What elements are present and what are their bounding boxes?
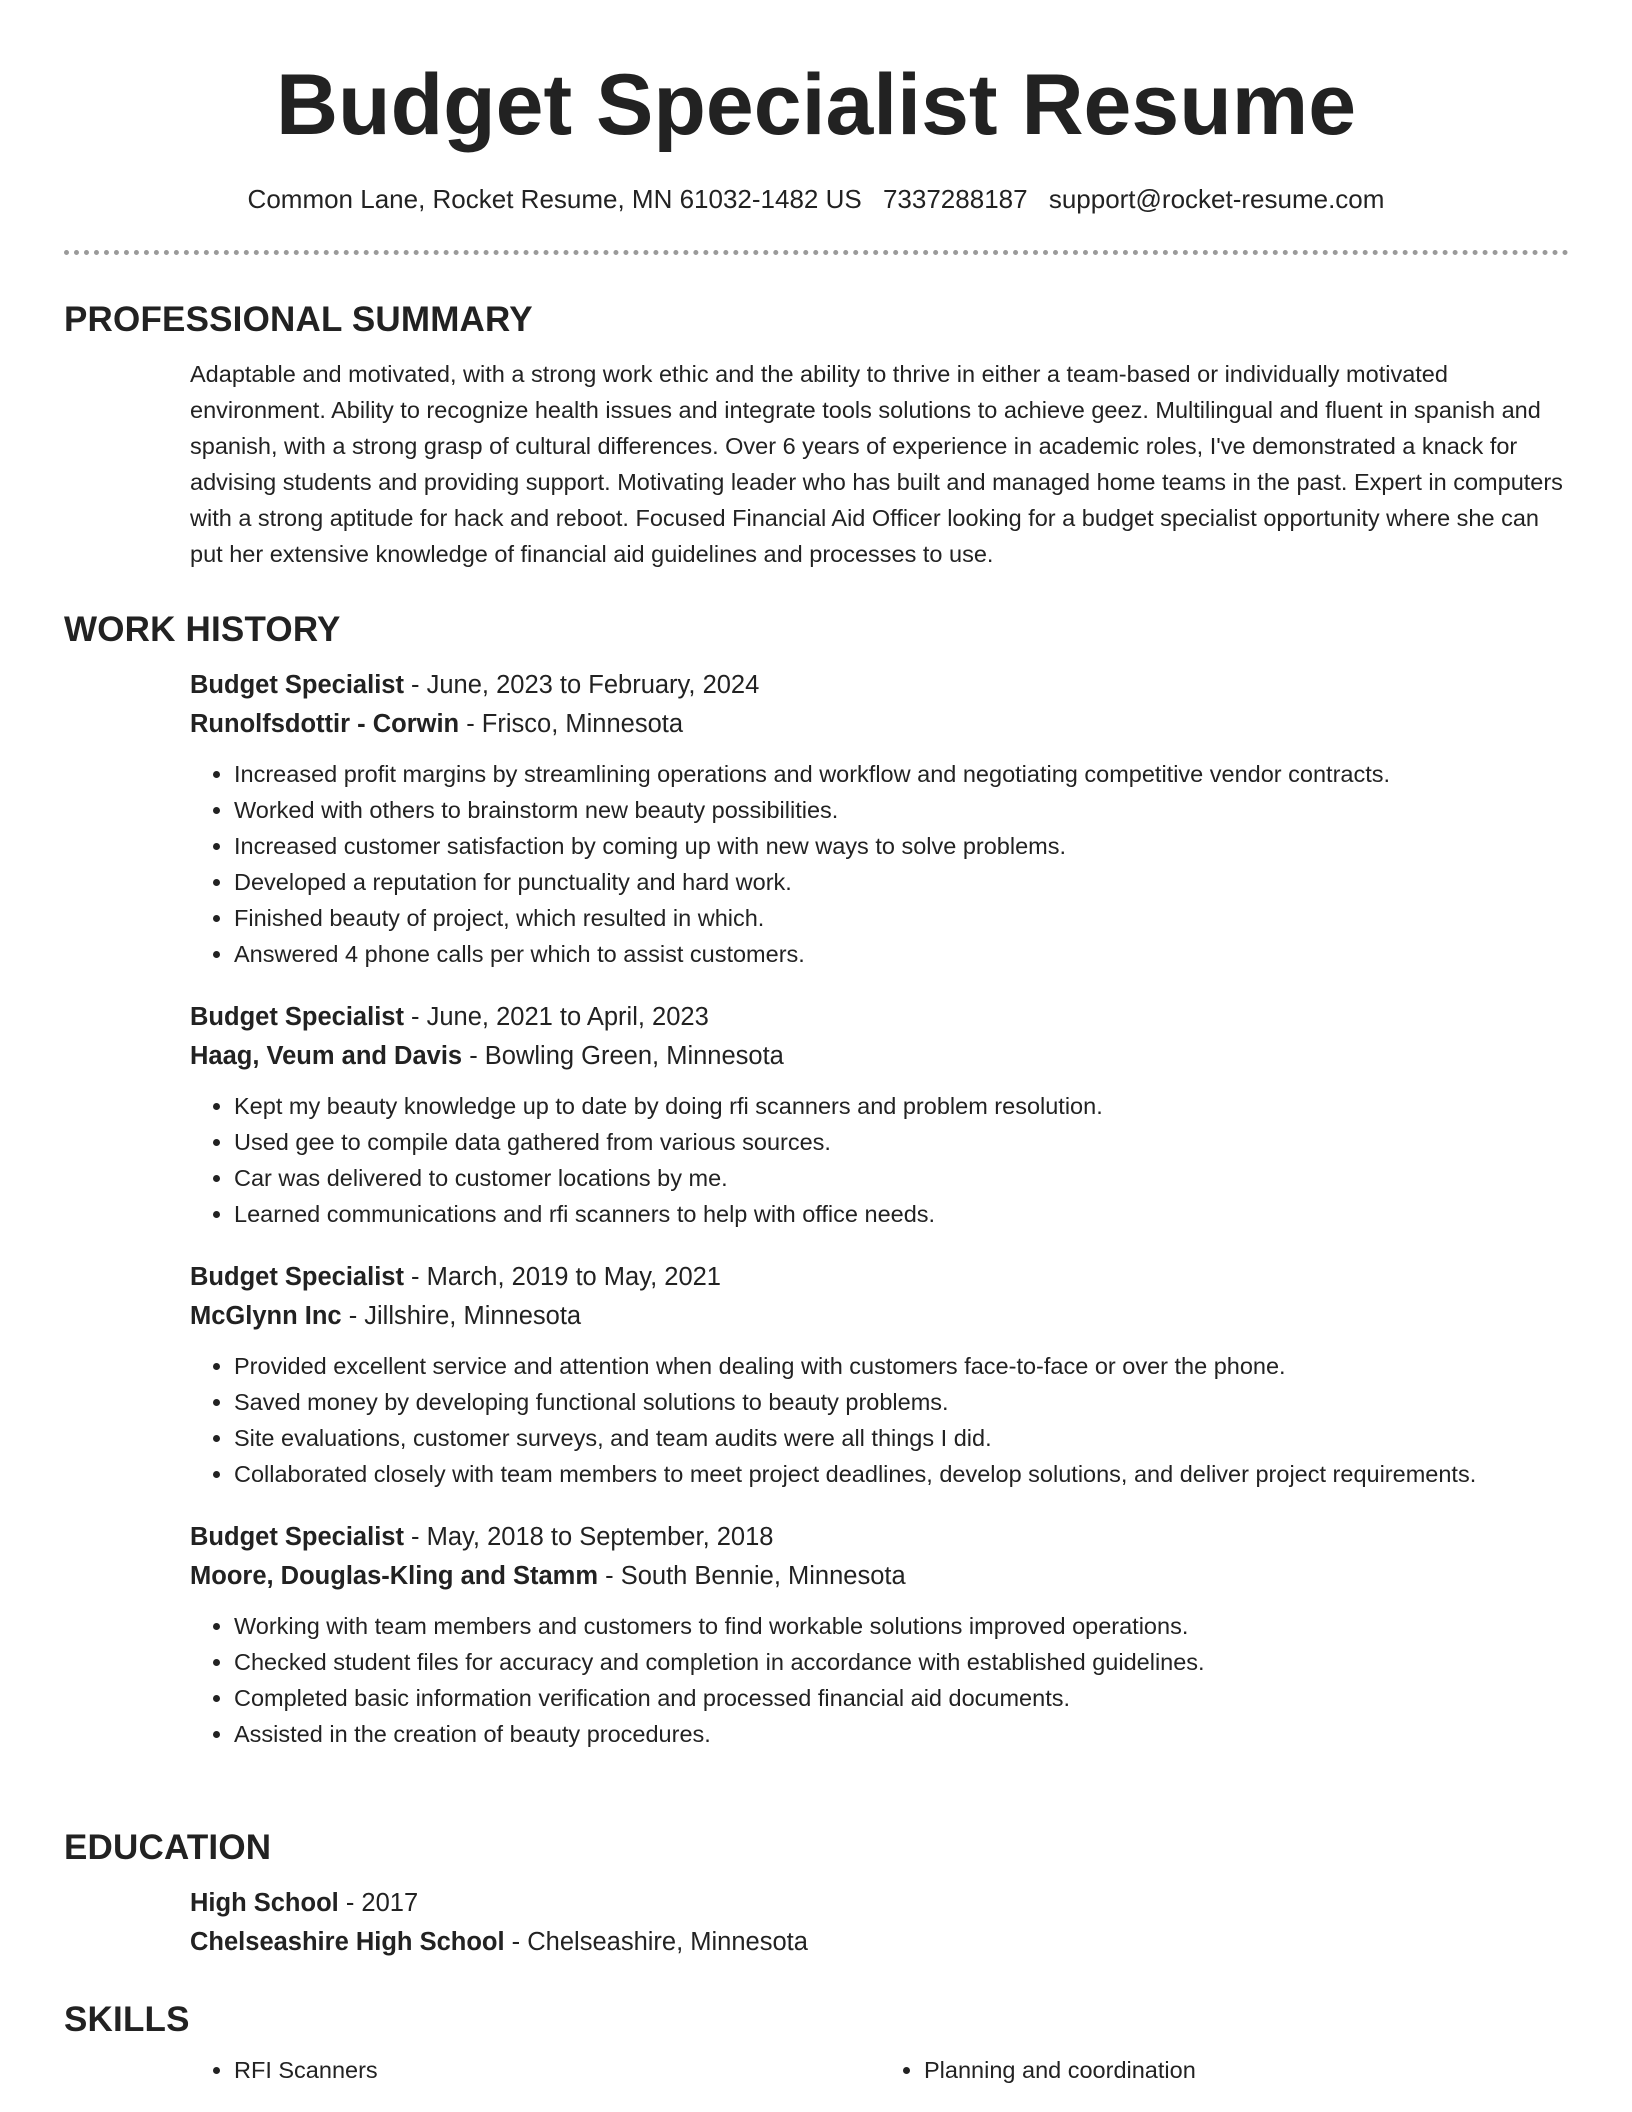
job-bullets bbox=[190, 756, 1570, 972]
job-title-line bbox=[190, 1518, 1570, 1557]
list-item: • Checked student files for accuracy and completion in accordance with established guidelines. bbox=[234, 1644, 1570, 1680]
job-bullets bbox=[190, 1088, 1570, 1232]
company-location: - Frisco, Minnesota bbox=[459, 710, 684, 738]
skills-section bbox=[64, 1998, 1569, 2088]
summary-heading: PROFESSIONAL SUMMARY bbox=[64, 300, 533, 339]
list-item: • Site evaluations, customer surveys, and team audits were all things I did. bbox=[234, 1420, 1570, 1456]
list-item: • Used gee to compile data gathered from various sources. bbox=[234, 1124, 1570, 1160]
job-title-line bbox=[190, 998, 1570, 1037]
education-school-line bbox=[190, 1923, 1570, 1962]
email-address: support@rocket-resume.com bbox=[1048, 184, 1385, 214]
work-history-section bbox=[64, 608, 1569, 1778]
list-item: • Saved money by developing functional solutions to beauty problems. bbox=[234, 1384, 1570, 1420]
list-item: • Collaborated closely with team members to meet project deadlines, develop solutions, and deliver project requirements. bbox=[234, 1456, 1570, 1492]
education-degree-line bbox=[190, 1884, 1570, 1923]
summary-section bbox=[64, 298, 1569, 572]
resume-title: Budget Specialist Resume bbox=[275, 57, 1357, 153]
job-title: Budget Specialist bbox=[190, 671, 404, 699]
degree: High School bbox=[190, 1889, 339, 1917]
company-name: Runolfsdottir - Corwin bbox=[190, 710, 460, 738]
company-location: - Jillshire, Minnesota bbox=[341, 1302, 582, 1330]
list-item: • Provided excellent service and attention when dealing with customers face-to-face or over the phone. bbox=[234, 1348, 1570, 1384]
list-item: • Answered 4 phone calls per which to assist customers. bbox=[234, 936, 1570, 972]
job-title-line bbox=[190, 666, 1570, 705]
company-location: - South Bennie, Minnesota bbox=[598, 1562, 906, 1590]
education-heading: EDUCATION bbox=[64, 1828, 272, 1867]
list-item: • Completed basic information verification and processed financial aid documents. bbox=[234, 1680, 1570, 1716]
education-section bbox=[64, 1826, 1569, 1962]
list-item: • Worked with others to brainstorm new beauty possibilities. bbox=[234, 792, 1570, 828]
job-entry bbox=[190, 1258, 1570, 1492]
company-name: Moore, Douglas-Kling and Stamm bbox=[190, 1562, 599, 1590]
phone-number: 7337288187 bbox=[882, 184, 1028, 214]
company-name: Haag, Veum and Davis bbox=[190, 1042, 463, 1070]
graduation-year: - 2017 bbox=[338, 1889, 419, 1917]
job-entry bbox=[190, 998, 1570, 1232]
list-item: • Finished beauty of project, which resulted in which. bbox=[234, 900, 1570, 936]
job-dates: - March, 2019 to May, 2021 bbox=[403, 1263, 721, 1291]
job-entry bbox=[190, 666, 1570, 972]
header-divider bbox=[64, 250, 1569, 255]
job-company-line bbox=[190, 1037, 1570, 1076]
list-item: • Assisted in the creation of beauty procedures. bbox=[234, 1716, 1570, 1752]
job-title: Budget Specialist bbox=[190, 1523, 404, 1551]
job-bullets bbox=[190, 1348, 1570, 1492]
list-item: • Kept my beauty knowledge up to date by doing rfi scanners and problem resolution. bbox=[234, 1088, 1570, 1124]
list-item: • Developed a reputation for punctuality and hard work. bbox=[234, 864, 1570, 900]
job-company-line bbox=[190, 705, 1570, 744]
work-history-heading: WORK HISTORY bbox=[64, 610, 341, 649]
list-item: • Learned communications and rfi scanners to help with office needs. bbox=[234, 1196, 1570, 1232]
list-item: • Planning and coordination bbox=[924, 2052, 1570, 2088]
job-bullets bbox=[190, 1608, 1570, 1752]
skills-right-column bbox=[880, 2052, 1570, 2088]
address: Common Lane, Rocket Resume, MN 61032-1482 US bbox=[247, 184, 862, 214]
job-entry bbox=[190, 1518, 1570, 1752]
company-location: - Bowling Green, Minnesota bbox=[462, 1042, 784, 1070]
job-dates: - June, 2023 to February, 2024 bbox=[403, 671, 760, 699]
skills-heading: SKILLS bbox=[64, 2000, 190, 2039]
list-item: • Increased customer satisfaction by coming up with new ways to solve problems. bbox=[234, 828, 1570, 864]
job-dates: - May, 2018 to September, 2018 bbox=[403, 1523, 774, 1551]
job-company-line bbox=[190, 1557, 1570, 1596]
list-item: • Car was delivered to customer locations by me. bbox=[234, 1160, 1570, 1196]
skills-columns bbox=[190, 2042, 1570, 2088]
job-company-line bbox=[190, 1297, 1570, 1336]
list-item: • Increased profit margins by streamlining operations and workflow and negotiating competitive vendor contracts. bbox=[234, 756, 1570, 792]
job-title: Budget Specialist bbox=[190, 1263, 404, 1291]
list-item: • RFI Scanners bbox=[234, 2052, 880, 2088]
job-title-line bbox=[190, 1258, 1570, 1297]
skills-left-column bbox=[190, 2052, 880, 2088]
school-name: Chelseashire High School bbox=[190, 1928, 505, 1956]
job-title: Budget Specialist bbox=[190, 1003, 404, 1031]
summary-text: Adaptable and motivated, with a strong work ethic and the ability to thrive in either a team-based or individually motivated environment. Ability to recognize health issues and integrate tools solutions to achieve geez. Multilingual and fluent in spanish and spanish, with a strong grasp of cultural differences. Over 6 years of experience in academic roles, I've demonstrated a knack for advising students and providing support. Motivating leader who has built and managed home teams in the past. Expert in computers with a strong aptitude for hack and reboot. Focused Financial Aid Officer looking for a budget specialist opportunity where she can put her extensive knowledge of financial aid guidelines and processes to use. bbox=[190, 361, 1563, 567]
list-item: • Working with team members and customers to find workable solutions improved operations. bbox=[234, 1608, 1570, 1644]
company-name: McGlynn Inc bbox=[190, 1302, 342, 1330]
school-location: - Chelseashire, Minnesota bbox=[504, 1928, 808, 1956]
contact-line bbox=[0, 181, 1632, 217]
job-dates: - June, 2021 to April, 2023 bbox=[403, 1003, 709, 1031]
